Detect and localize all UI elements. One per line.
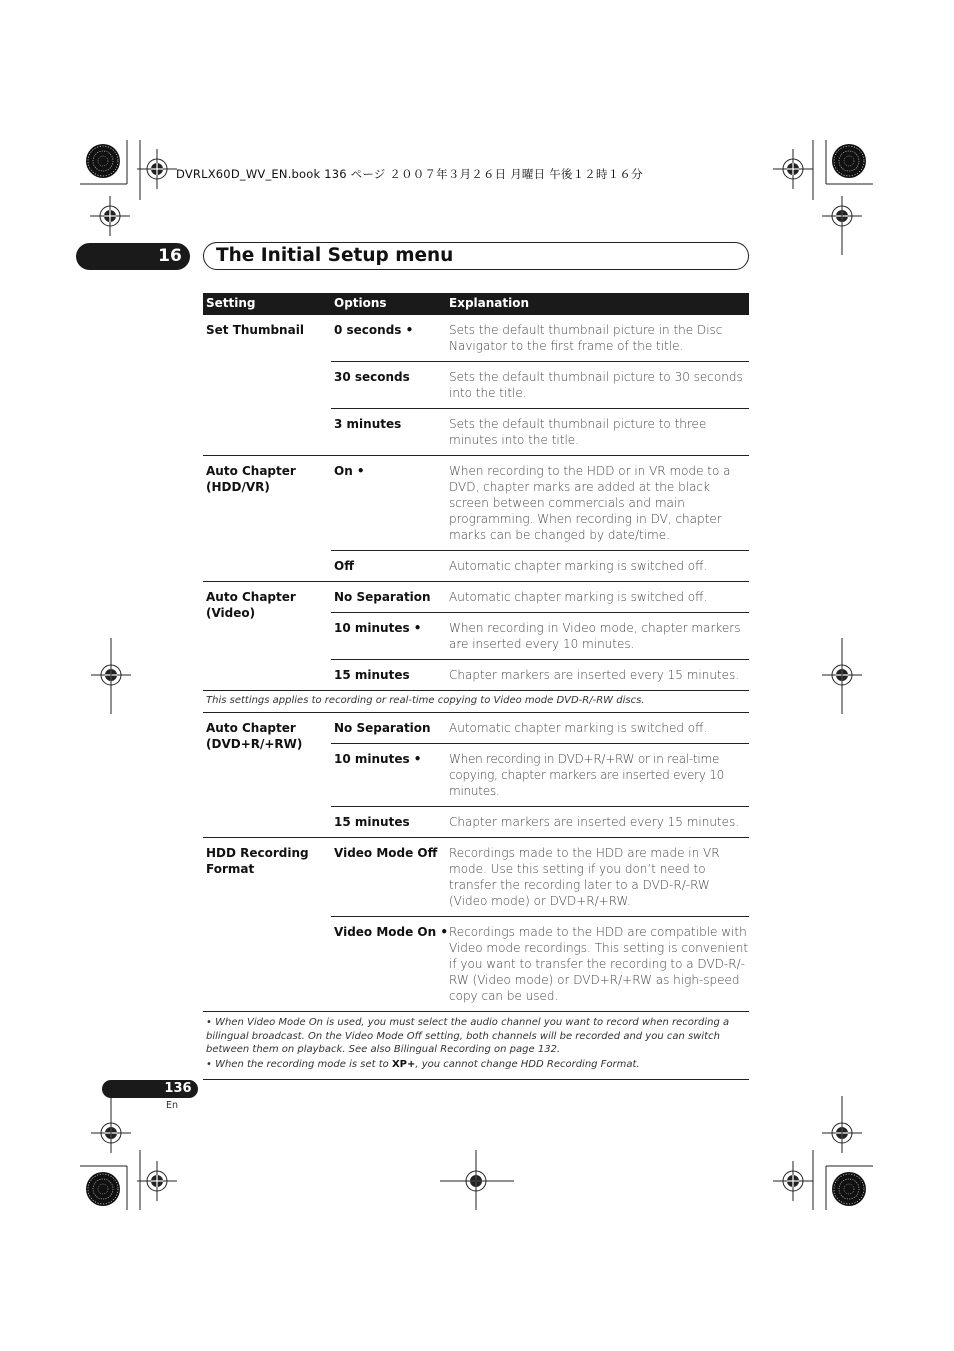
setting-name: Set Thumbnail [206,323,304,337]
explanation: When recording in Video mode, chapter markers are inserted every 10 minutes. [449,621,741,651]
setting-name: HDD Recording Format [206,846,309,876]
option: Off [334,559,354,573]
table-row [331,806,749,837]
option: Video Mode Off [334,846,438,860]
table-row [331,550,749,581]
explanation: Automatic chapter marking is switched off. [449,721,708,735]
settings-table [203,293,749,1080]
table-row [331,315,749,361]
table-row [331,743,749,806]
page-title: The Initial Setup menu [216,245,454,266]
table-row [331,408,749,455]
print-header: DVRLX60D_WV_EN.book 136 ページ ２００７年３月２６日 月曜日 午後１２時１６分 [176,167,643,181]
video-mode-note: This settings applies to recording or real-time copying to Video mode DVD-R/-RW discs. [203,690,749,712]
header-setting: Setting [206,296,256,310]
table-row [331,659,749,690]
footnotes [203,1011,749,1080]
explanation: Automatic chapter marking is switched off. [449,590,708,604]
group-hdd-recording-format [203,837,749,1011]
header-explanation: Explanation [449,296,530,310]
option: 30 seconds [334,370,410,384]
language-code: En [166,1100,179,1111]
explanation: Sets the default thumbnail picture in the Disc Navigator to the first frame of the title. [449,323,723,353]
table-row [331,838,749,916]
page-number: 136 [164,1081,192,1096]
table-header [203,293,749,315]
option: 3 minutes [334,417,402,431]
explanation: Sets the default thumbnail picture to three minutes into the title. [449,417,707,447]
footnote-text: , you cannot change HDD Recording Format. [415,1058,640,1070]
option: 0 seconds • [334,323,414,337]
explanation: Recordings made to the HDD are compatible with Video mode recordings. This setting is convenient if you want to transfer the recording to a DVD-R/-RW (Video mode) or DVD+R/+RW as high-speed copy can be used. [449,925,749,1003]
table-row [331,361,749,408]
explanation: When recording to the HDD or in VR mode to a DVD, chapter marks are added at the black screen between commercials and main programming. When recording in DV, chapter marks can be changed by date/time. [449,464,731,542]
setting-name: Auto Chapter (HDD/VR) [206,464,296,494]
group-auto-chapter-dvd-plus [203,712,749,837]
explanation: Automatic chapter marking is switched off. [449,559,708,573]
explanation: Recordings made to the HDD are made in VR mode. Use this setting if you don’t need to transfer the recording later to a DVD-R/-RW (Video mode) or DVD+R/+RW. [449,846,720,908]
option: 10 minutes • [334,621,422,635]
group-set-thumbnail [203,315,749,455]
option: 15 minutes [334,815,410,829]
footnote-xp-plus [206,1058,746,1072]
table-row [331,713,749,743]
explanation: Chapter markers are inserted every 15 minutes. [449,668,740,682]
footnote-text: • When the recording mode is set to [206,1058,392,1070]
footnote-bold: XP+ [391,1058,416,1070]
table-row [331,612,749,659]
option: No Separation [334,590,431,604]
setting-name: Auto Chapter (Video) [206,590,296,620]
group-auto-chapter-video [203,581,749,690]
footnote-video-mode: • When Video Mode On is used, you must select the audio channel you want to record when recording a bilingual broadcast. On the Video Mode Off setting, both channels will be recorded and you can switch between them on playback. See also Bilingual Recording on page 132. [206,1017,730,1055]
explanation: When recording in DVD+R/+RW or in real-time copying, chapter markers are inserted every 10 minutes. [449,752,725,798]
header-options: Options [334,296,387,310]
setting-name: Auto Chapter (DVD+R/+RW) [206,721,303,751]
option: On • [334,464,365,478]
explanation: Sets the default thumbnail picture to 30 seconds into the title. [449,370,743,400]
option: 10 minutes • [334,752,422,766]
option: Video Mode On • [334,925,449,939]
table-row [331,916,749,1011]
table-row [331,582,749,612]
explanation: Chapter markers are inserted every 15 minutes. [449,815,740,829]
chapter-number: 16 [158,246,182,266]
option: 15 minutes [334,668,410,682]
table-row [331,456,749,550]
group-auto-chapter-hdd-vr [203,455,749,581]
option: No Separation [334,721,431,735]
